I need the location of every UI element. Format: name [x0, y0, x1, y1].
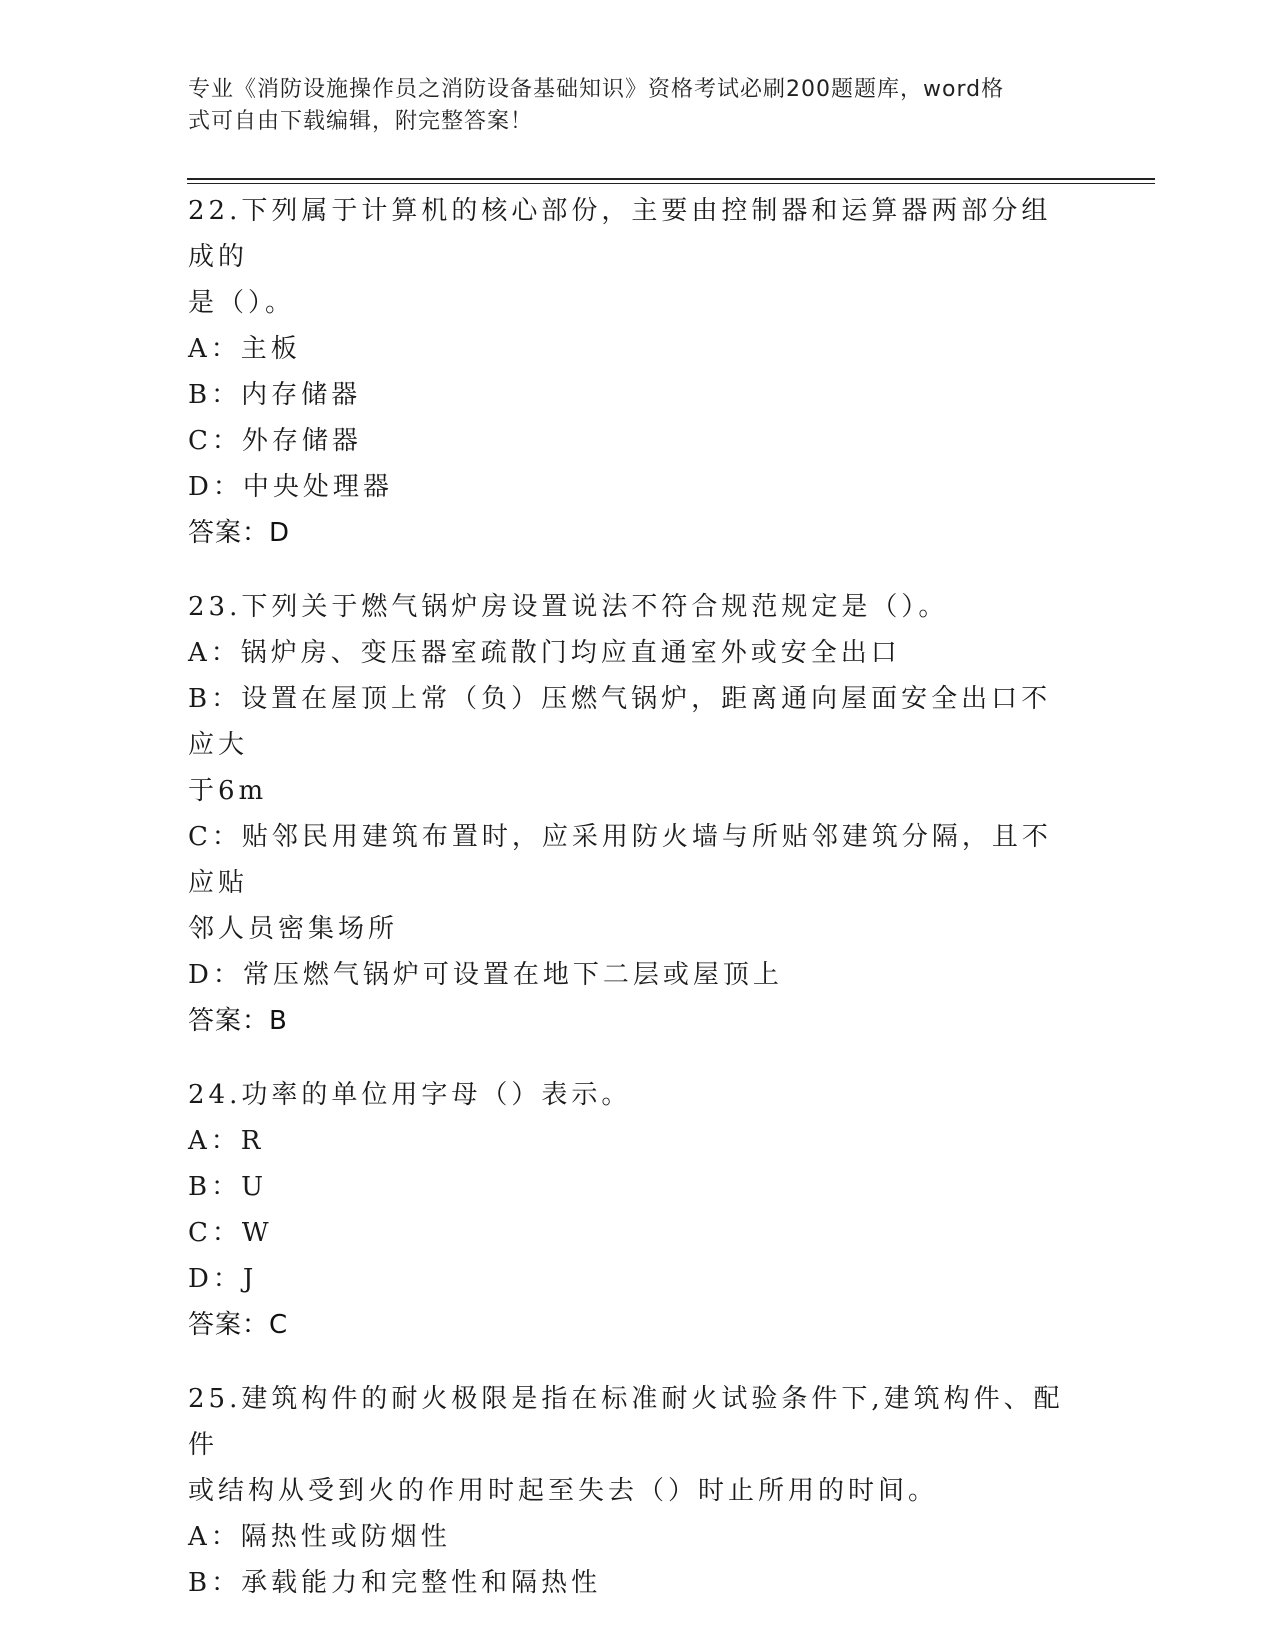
answer-line: 答案：D: [188, 518, 291, 548]
option-c: C：贴邻民用建筑布置时，应采用防火墙与所贴邻建筑分隔，且不应贴: [188, 822, 1052, 898]
option-a: A：隔热性或防烟性: [188, 1522, 451, 1552]
option-b: B：设置在屋顶上常（负）压燃气锅炉，距离通向屋面安全出口不应大: [188, 684, 1052, 760]
option-b-cont: 于6m: [188, 776, 268, 806]
question-stem: 25.建筑构件的耐火极限是指在标准耐火试验条件下,建筑构件、配件: [188, 1384, 1064, 1460]
option-d: D：中央处理器: [188, 472, 393, 502]
question-25: [188, 1376, 1078, 1606]
option-c-cont: 邻人员密集场所: [188, 914, 399, 944]
option-c: C：外存储器: [188, 426, 362, 456]
option-c: C：W: [188, 1218, 273, 1248]
question-stem: 24.功率的单位用字母（）表示。: [188, 1080, 632, 1110]
header-line-1: 专业《消防设施操作员之消防设备基础知识》资格考试必刷200题题库，word格: [188, 77, 1005, 102]
question-stem: 或结构从受到火的作用时起至失去（）时止所用的时间。: [188, 1476, 939, 1506]
header-line-2: 式可自由下载编辑，附完整答案！: [188, 109, 534, 134]
document-header: [188, 74, 1068, 138]
question-24: [188, 1072, 1078, 1348]
header-rule-thick: [187, 178, 1155, 180]
option-d: D：常压燃气锅炉可设置在地下二层或屋顶上: [188, 960, 783, 990]
option-b: B：承载能力和完整性和隔热性: [188, 1568, 602, 1598]
question-stem: 是（）。: [188, 288, 296, 318]
header-rule-thin: [187, 183, 1155, 184]
option-b: B：U: [188, 1172, 268, 1202]
question-23: [188, 584, 1078, 1044]
option-b: B：内存储器: [188, 380, 362, 410]
option-a: A：锅炉房、变压器室疏散门均应直通室外或安全出口: [188, 638, 901, 668]
option-a: A：主板: [188, 334, 301, 364]
question-stem: 23.下列关于燃气锅炉房设置说法不符合规范规定是（）。: [188, 592, 949, 622]
question-stem: 22.下列属于计算机的核心部份，主要由控制器和运算器两部分组成的: [188, 196, 1052, 272]
answer-line: 答案：C: [188, 1310, 289, 1340]
option-d: D：J: [188, 1264, 258, 1294]
question-22: [188, 188, 1078, 556]
answer-line: 答案：B: [188, 1006, 288, 1036]
question-list: [188, 188, 1078, 1634]
option-a: A：R: [188, 1126, 265, 1156]
